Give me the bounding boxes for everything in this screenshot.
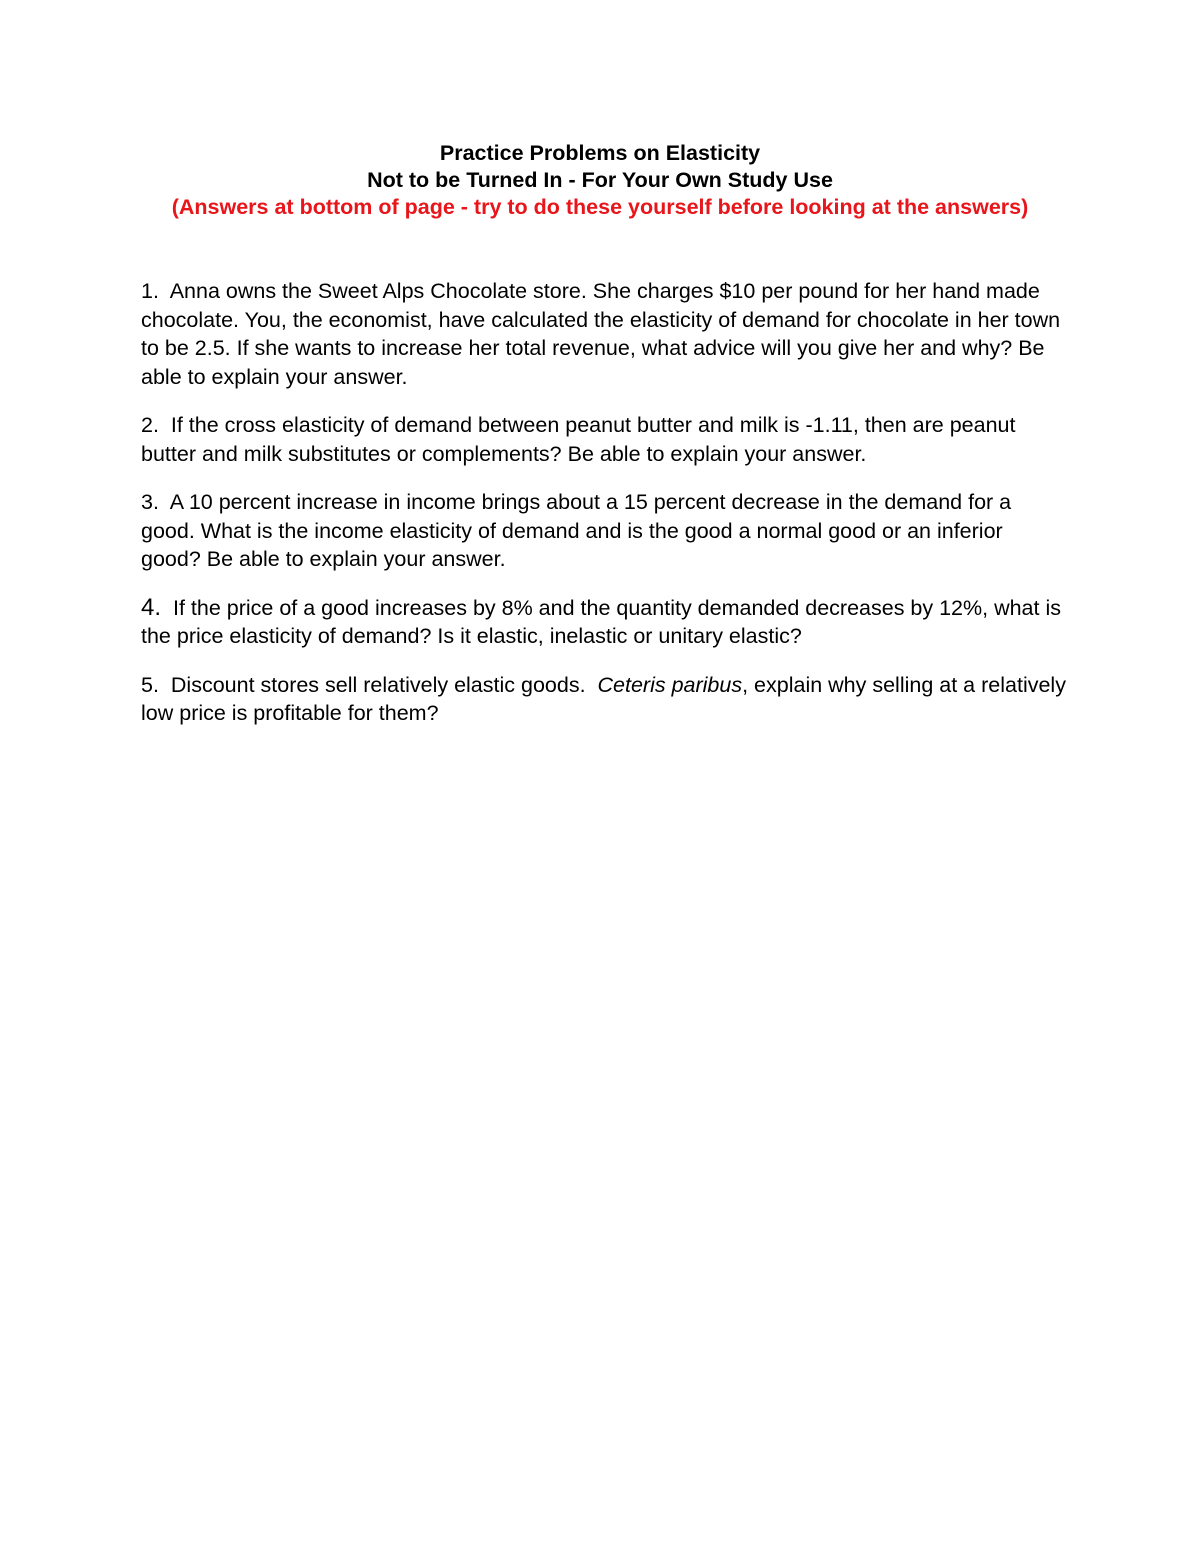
problem-text: A 10 percent increase in income brings about a 15 percent decrease in the demand for a good. What is the income elasticity of demand and is the good a normal good or an inferior good? Be able to explain your answer. xyxy=(141,490,1012,571)
problem-number: 2. xyxy=(141,413,159,437)
answers-note: (Answers at bottom of page - try to do these yourself before looking at the answers) xyxy=(171,195,1029,219)
problem-5 xyxy=(141,671,1066,728)
problem-text: Anna owns the Sweet Alps Chocolate store. She charges $10 per pound for her hand made chocolate. You, the economist, have calculated the elasticity of demand for chocolate in her town to be 2.5. If she wants to increase her total revenue, what advice will you give her and why? Be able to explain your answer. xyxy=(141,279,1061,389)
problem-number: 3. xyxy=(141,490,159,514)
problem-list xyxy=(141,277,1066,748)
problem-number: 1. xyxy=(141,279,159,303)
problem-text-after: , explain why selling at a relatively low price is profitable for them? xyxy=(141,672,1066,725)
page-title: Practice Problems on Elasticity xyxy=(439,141,761,165)
problem-3 xyxy=(141,488,1066,574)
page-subtitle: Not to be Turned In - For Your Own Study Use xyxy=(367,168,833,192)
problem-2 xyxy=(141,411,1066,468)
problem-text: If the price of a good increases by 8% and the quantity demanded decreases by 12%, what is the price elasticity of demand? Is it elastic, inelastic or unitary elastic? xyxy=(141,595,1061,648)
ceteris-paribus-term: Ceteris paribus xyxy=(597,672,743,697)
problem-text: If the cross elasticity of demand between peanut butter and milk is -1.11, then are peanut butter and milk substitutes or complements? Be able to explain your answer. xyxy=(141,413,1016,466)
document-header xyxy=(140,140,1060,221)
problem-4 xyxy=(141,594,1066,651)
problem-number: 4. xyxy=(141,593,162,621)
problem-text-before: Discount stores sell relatively elastic goods. xyxy=(170,672,586,697)
problem-number: 5. xyxy=(141,672,159,697)
problem-1 xyxy=(141,277,1066,391)
